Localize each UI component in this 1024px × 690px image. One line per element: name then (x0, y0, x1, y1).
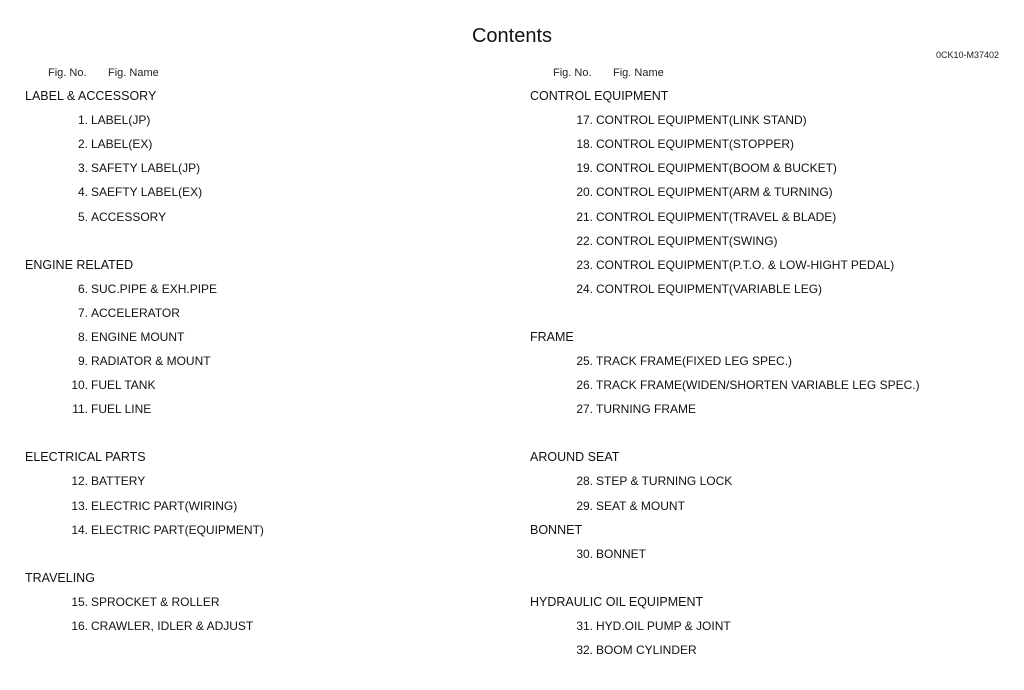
fig-number: 25. (576, 354, 593, 368)
fig-name: SAEFTY LABEL(EX) (91, 185, 203, 200)
contents-column-right (505, 0, 1005, 690)
fig-number: 24. (576, 281, 593, 296)
fig-name: SAFETY LABEL(JP) (91, 161, 201, 176)
contents-entry[interactable] (0, 304, 500, 322)
contents-entry[interactable] (505, 497, 1005, 515)
section-heading: AROUND SEAT (530, 450, 620, 465)
contents-entry[interactable] (0, 183, 500, 201)
section-heading: TRAVELING (25, 570, 95, 585)
fig-number: 15. (71, 594, 88, 609)
contents-entry[interactable] (0, 497, 500, 515)
fig-number: 17. (576, 113, 593, 128)
section-heading: ENGINE RELATED (25, 257, 134, 272)
fig-number: 19. (576, 161, 593, 176)
contents-entry[interactable] (0, 159, 500, 177)
contents-entry[interactable] (0, 352, 500, 370)
fig-name: CONTROL EQUIPMENT(ARM & TURNING) (596, 185, 833, 200)
contents-entry[interactable] (505, 641, 1005, 659)
contents-entry[interactable] (0, 208, 500, 226)
section-heading: CONTROL EQUIPMENT (530, 89, 669, 103)
contents-entry[interactable] (0, 135, 500, 153)
contents-entry[interactable] (0, 111, 500, 129)
fig-name: CONTROL EQUIPMENT(SWING) (596, 233, 778, 248)
fig-name: ACCELERATOR (91, 305, 180, 320)
fig-number: 18. (576, 137, 593, 152)
fig-name: ENGINE MOUNT (91, 329, 185, 344)
contents-entry[interactable] (0, 376, 500, 394)
section-heading: HYDRAULIC OIL EQUIPMENT (530, 594, 704, 609)
section-heading: BONNET (530, 522, 583, 537)
fig-number: 5. (77, 209, 88, 224)
fig-name: BONNET (596, 546, 647, 561)
section-heading: FRAME (530, 329, 574, 344)
fig-name-header: Fig. Name (108, 67, 159, 79)
fig-name: CONTROL EQUIPMENT(VARIABLE LEG) (596, 281, 823, 296)
fig-number: 10. (71, 378, 88, 393)
fig-number: 13. (71, 498, 88, 513)
contents-entry[interactable] (505, 545, 1005, 563)
fig-number: 23. (576, 257, 593, 272)
contents-entry[interactable] (505, 472, 1005, 490)
fig-name: FUEL TANK (91, 378, 156, 393)
contents-entry[interactable] (0, 328, 500, 346)
fig-name: TRACK FRAME(WIDEN/SHORTEN VARIABLE LEG SPEC.) (596, 378, 920, 393)
fig-name: CONTROL EQUIPMENT(STOPPER) (596, 137, 795, 152)
fig-name: BATTERY (91, 474, 146, 489)
fig-name: FUEL LINE (91, 402, 152, 417)
fig-number: 27. (576, 402, 593, 417)
fig-name: LABEL(EX) (91, 137, 153, 152)
section-heading: ELECTRICAL PARTS (25, 450, 146, 465)
contents-entry[interactable] (505, 280, 1005, 298)
fig-number: 12. (71, 474, 88, 489)
fig-name: SPROCKET & ROLLER (91, 594, 220, 609)
fig-no-header: Fig. No. (553, 67, 592, 79)
fig-name: STEP & TURNING LOCK (596, 474, 733, 489)
contents-entry[interactable] (505, 159, 1005, 177)
contents-entry[interactable] (505, 135, 1005, 153)
contents-entry[interactable] (505, 208, 1005, 226)
fig-name: HYD.OIL PUMP & JOINT (596, 618, 731, 633)
document-code: 0CK10-M37402 (935, 50, 999, 60)
fig-name: BOOM CYLINDER (596, 643, 697, 657)
fig-name: CONTROL EQUIPMENT(P.T.O. & LOW-HIGHT PEDAL) (596, 257, 895, 272)
contents-entry[interactable] (505, 256, 1005, 274)
fig-number: 3. (77, 161, 88, 176)
fig-number: 11. (72, 402, 88, 417)
contents-entry[interactable] (505, 617, 1005, 635)
fig-number: 9. (77, 354, 88, 368)
fig-number: 31. (576, 618, 593, 633)
fig-number: 8. (77, 329, 88, 344)
fig-number: 2. (77, 137, 88, 152)
page-title: Contents (471, 25, 553, 47)
fig-number: 30. (576, 546, 593, 561)
fig-number: 7. (77, 305, 88, 320)
fig-number: 29. (576, 498, 593, 513)
contents-entry[interactable] (505, 183, 1005, 201)
contents-column-left (0, 0, 500, 690)
contents-entry[interactable] (0, 593, 500, 611)
fig-name: TRACK FRAME(FIXED LEG SPEC.) (596, 354, 793, 368)
fig-number: 21. (576, 209, 593, 224)
contents-entry[interactable] (0, 400, 500, 418)
fig-number: 26. (576, 378, 593, 393)
contents-entry[interactable] (505, 232, 1005, 250)
fig-number: 22. (576, 233, 593, 248)
fig-name: LABEL(JP) (91, 113, 151, 128)
fig-name: CRAWLER, IDLER & ADJUST (91, 618, 254, 633)
fig-number: 20. (576, 185, 593, 200)
fig-number: 14. (71, 522, 88, 537)
fig-name: ELECTRIC PART(WIRING) (91, 498, 238, 513)
fig-name-header: Fig. Name (613, 67, 664, 79)
fig-name: CONTROL EQUIPMENT(LINK STAND) (596, 113, 807, 128)
fig-name: SEAT & MOUNT (596, 498, 685, 513)
fig-number: 28. (576, 474, 593, 489)
fig-no-header: Fig. No. (48, 67, 87, 79)
contents-entry[interactable] (0, 280, 500, 298)
fig-number: 32. (576, 643, 593, 657)
fig-name: ACCESSORY (91, 209, 167, 224)
fig-name: SUC.PIPE & EXH.PIPE (91, 281, 218, 296)
fig-number: 16. (71, 618, 88, 633)
contents-entry[interactable] (505, 352, 1005, 370)
contents-entry[interactable] (0, 521, 500, 539)
contents-entry[interactable] (505, 376, 1005, 394)
fig-number: 4. (77, 185, 88, 200)
contents-entry[interactable] (505, 400, 1005, 418)
contents-entry[interactable] (0, 472, 500, 490)
fig-name: CONTROL EQUIPMENT(BOOM & BUCKET) (596, 161, 837, 176)
fig-number: 1. (77, 113, 88, 128)
fig-name: ELECTRIC PART(EQUIPMENT) (91, 522, 264, 537)
fig-name: TURNING FRAME (596, 402, 696, 417)
contents-entry[interactable] (505, 111, 1005, 129)
contents-entry[interactable] (0, 617, 500, 635)
fig-name: RADIATOR & MOUNT (91, 354, 211, 368)
fig-number: 6. (77, 281, 88, 296)
section-heading: LABEL & ACCESSORY (25, 89, 157, 103)
fig-name: CONTROL EQUIPMENT(TRAVEL & BLADE) (596, 209, 837, 224)
